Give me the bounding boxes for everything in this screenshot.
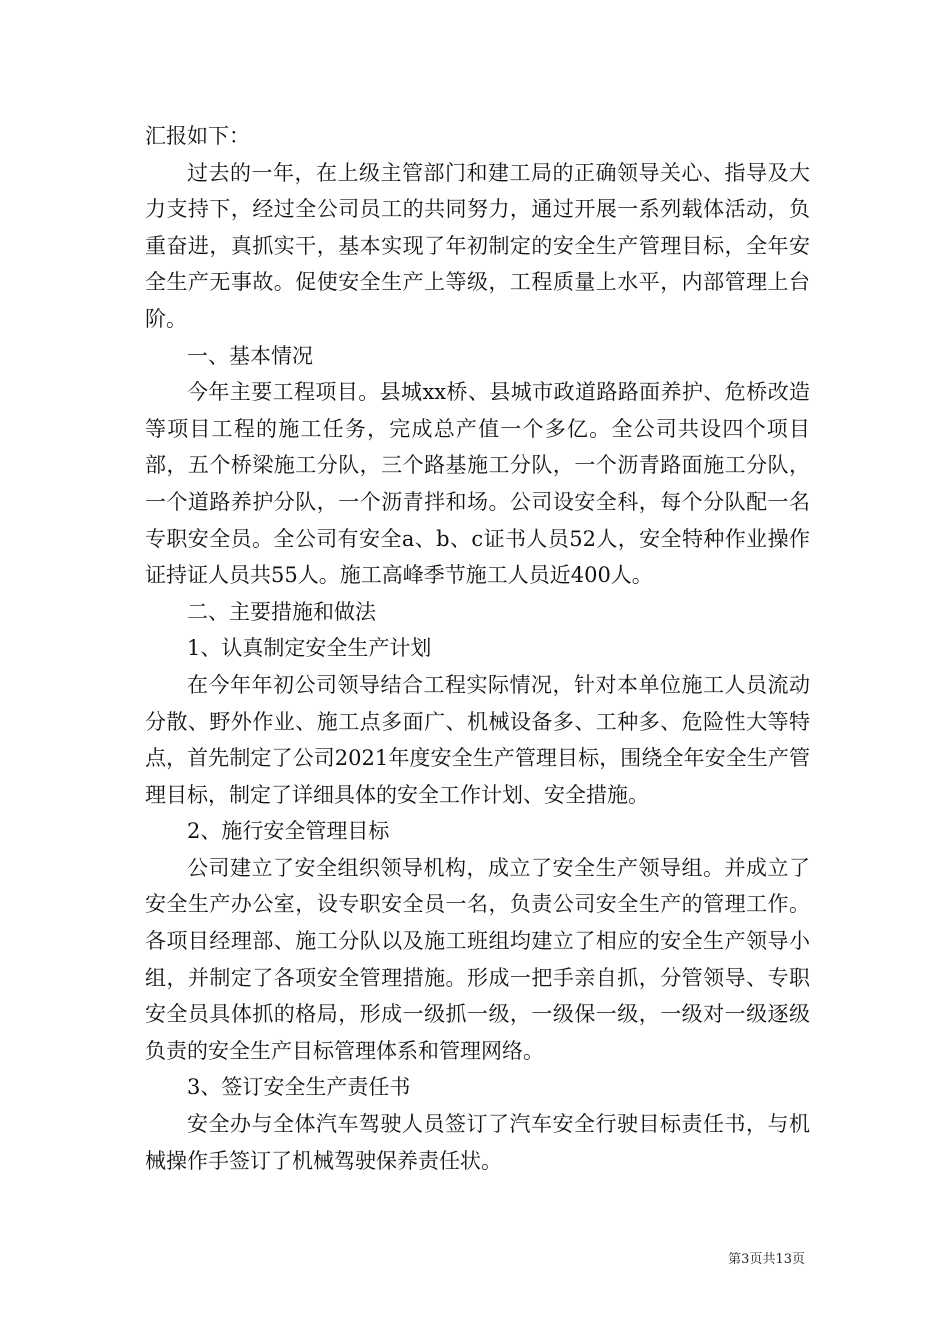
subheading-target: 2、施行安全管理目标	[187, 819, 390, 844]
page-number-footer: 第3页共13页	[728, 1252, 805, 1267]
plan-paragraph: 在今年年初公司领导结合工程实际情况，针对本单位施工人员流动分散、野外作业、施工点多面广、机械设备多、工种多、危险性大等特点，首先制定了公司2021年度安全生产管理目标，围绕全年安全生产管理目标，制定了详细具体的安全工作计划、安全措施。	[145, 672, 810, 807]
subheading-plan: 1、认真制定安全生产计划	[187, 636, 432, 661]
target-paragraph: 公司建立了安全组织领导机构，成立了安全生产领导组。并成立了安全生产办公室，设专职安全员一名，负责公司安全生产的管理工作。各项目经理部、施工分队以及施工班组均建立了相应的安全生产领导小组，并制定了各项安全管理措施。形成一把手亲自抓，分管领导、专职安全员具体抓的格局，形成一级抓一级，一级保一级，一级对一级逐级负责的安全生产目标管理体系和管理网络。	[145, 855, 810, 1063]
summary-paragraph: 过去的一年，在上级主管部门和建工局的正确领导关心、指导及大力支持下，经过全公司员工的共同努力，通过开展一系列载体活动，负重奋进，真抓实干，基本实现了年初制定的安全生产管理目标，全年安全生产无事故。促使安全生产上等级，工程质量上水平，内部管理上台阶。	[145, 160, 810, 331]
document-body	[145, 118, 810, 1179]
basic-situation-paragraph: 今年主要工程项目。县城xx桥、县城市政道路路面养护、危桥改造等项目工程的施工任务，完成总产值一个多亿。全公司共设四个项目部，五个桥梁施工分队，三个路基施工分队，一个沥青路面施工分队，一个道路养护分队，一个沥青拌和场。公司设安全科，每个分队配一名专职安全员。全公司有安全a、b、c证书人员52人，安全特种作业操作证持证人员共55人。施工高峰季节施工人员近400人。	[145, 380, 810, 588]
intro-text: 汇报如下：	[145, 124, 250, 148]
section-heading-measures: 二、主要措施和做法	[187, 599, 376, 624]
contract-paragraph: 安全办与全体汽车驾驶人员签订了汽车安全行驶目标责任书，与机械操作手签订了机械驾驶保养责任状。	[145, 1112, 810, 1173]
section-heading-basic: 一、基本情况	[187, 343, 313, 368]
subheading-contract: 3、签订安全生产责任书	[187, 1075, 411, 1100]
